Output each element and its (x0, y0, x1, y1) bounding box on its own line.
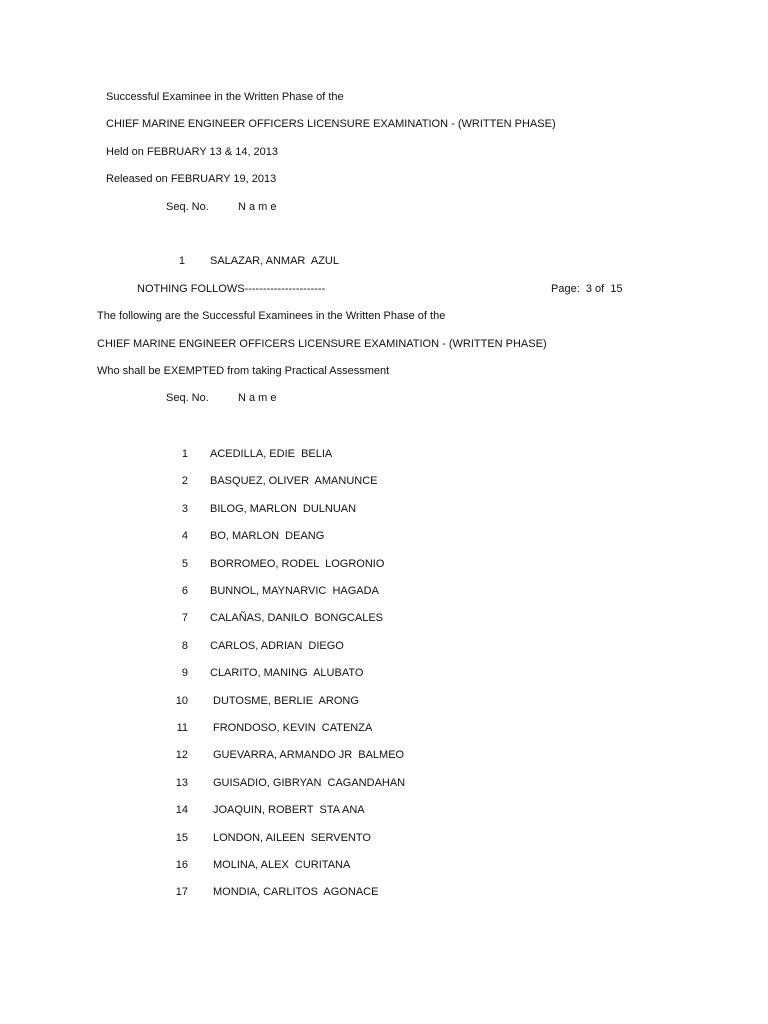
section2-row-seq: 9 (181, 667, 188, 679)
section1-row-name: SALAZAR, ANMAR AZUL (210, 255, 339, 267)
section2-row-seq: 1 (181, 448, 188, 460)
section1-name-header: N a m e (238, 201, 277, 213)
section2-row-name: FRONDOSO, KEVIN CATENZA (213, 722, 373, 734)
page-number: Page: 3 of 15 (551, 283, 623, 295)
section2-row-seq: 4 (181, 530, 188, 542)
section2-row-name: JOAQUIN, ROBERT STA ANA (213, 804, 365, 816)
section2-row-seq: 5 (181, 558, 188, 570)
section2-row-name: BILOG, MARLON DULNUAN (210, 503, 357, 515)
section2-row-name: CARLOS, ADRIAN DIEGO (210, 640, 344, 652)
section2-exam-title: CHIEF MARINE ENGINEER OFFICERS LICENSURE EXAMINATION - (WRITTEN PHASE) (97, 338, 547, 350)
section1-release-date: Released on FEBRUARY 19, 2013 (106, 173, 277, 185)
section2-row-name: MOLINA, ALEX CURITANA (213, 859, 351, 871)
section2-row-seq: 2 (181, 475, 188, 487)
section2-row-seq: 16 (175, 859, 188, 871)
section2-row-name: BUNNOL, MAYNARVIC HAGADA (210, 585, 379, 597)
section2-row-name: CALAÑAS, DANILO BONGCALES (210, 612, 383, 624)
section2-row-name: GUISADIO, GIBRYAN CAGANDAHAN (213, 777, 406, 789)
section1-row-seq: 1 (178, 255, 185, 267)
section2-intro-line: The following are the Successful Examinees in the Written Phase of the (97, 310, 446, 322)
nothing-follows: NOTHING FOLLOWS---------------------- (137, 283, 326, 295)
section2-row-seq: 14 (175, 804, 188, 816)
section2-row-seq: 7 (181, 612, 188, 624)
section2-row-seq: 13 (175, 777, 188, 789)
section2-row-name: DUTOSME, BERLIE ARONG (213, 695, 359, 707)
section2-name-header: N a m e (238, 392, 277, 404)
section2-row-seq: 12 (175, 749, 188, 761)
section2-row-name: LONDON, AILEEN SERVENTO (213, 832, 371, 844)
section1-exam-title: CHIEF MARINE ENGINEER OFFICERS LICENSURE EXAMINATION - (WRITTEN PHASE) (106, 118, 556, 130)
section2-row-name: MONDIA, CARLITOS AGONACE (213, 886, 379, 898)
section1-seq-header: Seq. No. (166, 201, 209, 213)
section2-row-seq: 11 (176, 722, 188, 734)
section2-row-name: BASQUEZ, OLIVER AMANUNCE (210, 475, 378, 487)
section2-row-name: GUEVARRA, ARMANDO JR BALMEO (213, 749, 405, 761)
section1-intro-line: Successful Examinee in the Written Phase of the (106, 91, 344, 103)
section2-row-seq: 6 (181, 585, 188, 597)
section2-row-name: CLARITO, MANING ALUBATO (210, 667, 364, 679)
section2-row-name: BO, MARLON DEANG (210, 530, 325, 542)
section2-row-name: BORROMEO, RODEL LOGRONIO (210, 558, 385, 570)
section2-row-seq: 10 (175, 695, 188, 707)
section2-row-seq: 3 (181, 503, 188, 515)
section2-row-seq: 8 (181, 640, 188, 652)
section2-row-seq: 17 (175, 886, 188, 898)
section2-row-name: ACEDILLA, EDIE BELIA (210, 448, 333, 460)
section2-seq-header: Seq. No. (166, 392, 209, 404)
section2-exempted-line: Who shall be EXEMPTED from taking Practical Assessment (97, 365, 390, 377)
section1-held-date: Held on FEBRUARY 13 & 14, 2013 (106, 146, 279, 158)
section2-row-seq: 15 (175, 832, 188, 844)
